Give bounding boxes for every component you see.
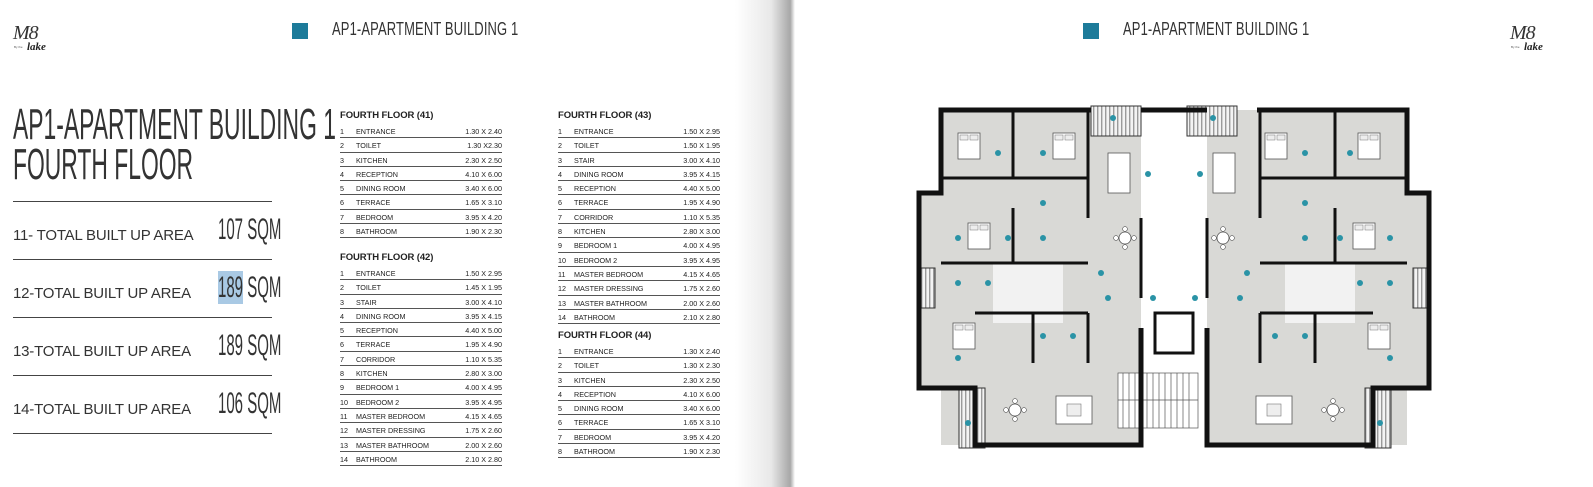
spec-row-number: 8 <box>340 227 344 237</box>
area-label: 11- TOTAL BUILT UP AREA <box>13 227 194 244</box>
spec-row-number: 5 <box>340 184 344 194</box>
spec-row-number: 10 <box>558 255 566 265</box>
spec-row-dimensions: 3.00 X 4.10 <box>465 297 502 307</box>
spec-row-room: MASTER DRESSING <box>574 284 644 294</box>
spec-row <box>340 167 502 181</box>
spec-row <box>340 337 502 351</box>
spec-table-title: FOURTH FLOOR (44) <box>558 330 652 341</box>
spec-row-number: 5 <box>340 326 344 336</box>
spec-row-dimensions: 3.40 X 6.00 <box>683 404 720 414</box>
spec-row-dimensions: 2.10 X 2.80 <box>683 312 720 322</box>
spec-row-dimensions: 2.80 X 3.00 <box>465 369 502 379</box>
spec-row <box>558 124 720 138</box>
spec-row-number: 4 <box>558 389 562 399</box>
area-value-text: 106 SQM <box>218 387 282 420</box>
spec-row-room: TOILET <box>356 141 382 151</box>
spec-row-number: 9 <box>558 241 562 251</box>
spec-row-number: 4 <box>558 169 562 179</box>
spec-row-dimensions: 4.40 X 5.00 <box>465 326 502 336</box>
spec-row-room: MASTER DRESSING <box>356 426 426 436</box>
left-page <box>0 0 780 487</box>
spec-row-number: 5 <box>558 404 562 414</box>
spec-row <box>558 224 720 238</box>
spec-row-number: 7 <box>340 354 344 364</box>
spec-row-number: 2 <box>558 361 562 371</box>
spec-row <box>558 387 720 401</box>
spec-row-dimensions: 4.10 X 6.00 <box>465 169 502 179</box>
spec-row-dimensions: 1.95 X 4.90 <box>465 340 502 350</box>
spec-row-room: STAIR <box>574 155 595 165</box>
logo-small-text: By the <box>1511 45 1520 49</box>
floor-plan-image <box>913 98 1435 461</box>
spec-row-room: CORRIDOR <box>574 212 614 222</box>
spec-row-dimensions: 1.95 X 4.90 <box>683 198 720 208</box>
spec-row-dimensions: 3.95 X 4.20 <box>465 212 502 222</box>
spec-row-room: MASTER BATHROOM <box>356 440 429 450</box>
area-value <box>218 387 281 421</box>
spec-row <box>558 253 720 267</box>
spec-row-number: 12 <box>340 426 348 436</box>
spec-row-number: 10 <box>340 397 348 407</box>
brand-logo <box>13 22 53 52</box>
spec-row-number: 5 <box>558 184 562 194</box>
spec-row-room: BEDROOM 2 <box>356 397 400 407</box>
page-title-line-1: AP1-APARTMENT BUILDING 1 <box>13 100 336 149</box>
spec-row-dimensions: 3.40 X 6.00 <box>465 184 502 194</box>
spec-row <box>558 267 720 281</box>
spec-row-dimensions: 1.50 X 2.95 <box>683 127 720 136</box>
spec-row-dimensions: 3.95 X 4.15 <box>465 311 502 321</box>
spec-row-room: BATHROOM <box>574 312 615 322</box>
area-value-text: 189 SQM <box>218 329 282 362</box>
spec-table-43 <box>558 110 720 324</box>
spec-row-dimensions: 1.50 X 1.95 <box>683 141 720 151</box>
spec-row-room: MASTER BEDROOM <box>356 411 426 421</box>
spec-row-number: 3 <box>558 155 562 165</box>
spec-row <box>340 452 502 466</box>
spec-row-dimensions: 4.00 X 4.95 <box>683 241 720 251</box>
spec-row-room: MASTER BEDROOM <box>574 269 644 279</box>
area-row <box>13 376 282 434</box>
spec-row <box>340 309 502 323</box>
area-label: 14-TOTAL BUILT UP AREA <box>13 401 191 418</box>
spec-row <box>340 323 502 337</box>
spec-row <box>558 210 720 224</box>
spec-row-room: KITCHEN <box>356 369 388 379</box>
spec-row-room: KITCHEN <box>574 227 606 237</box>
spec-row-dimensions: 4.40 X 5.00 <box>683 184 720 194</box>
spec-row-room: BEDROOM <box>574 432 612 442</box>
spec-row <box>340 280 502 294</box>
spec-row <box>340 409 502 423</box>
spec-row <box>340 423 502 437</box>
spec-row-room: TERRACE <box>356 198 391 208</box>
spec-row <box>340 224 502 238</box>
spec-row-dimensions: 1.30 X 2.30 <box>683 361 720 371</box>
logo-word: lake <box>1524 41 1543 53</box>
spec-row-number: 7 <box>558 212 562 222</box>
spec-row-number: 6 <box>340 340 344 350</box>
area-value-text: SQM <box>243 271 282 304</box>
spec-row <box>340 395 502 409</box>
spec-row-number: 2 <box>340 283 344 293</box>
spec-row-number: 2 <box>340 141 344 151</box>
spec-row-room: RECEPTION <box>356 169 398 179</box>
spec-row-number: 6 <box>558 418 562 428</box>
spec-row-dimensions: 3.95 X 4.95 <box>465 397 502 407</box>
spec-row-room: DINING ROOM <box>356 184 406 194</box>
spec-row <box>340 195 502 209</box>
spec-row-number: 13 <box>558 298 566 308</box>
spec-row-number: 6 <box>340 198 344 208</box>
spec-row-number: 4 <box>340 311 344 321</box>
spec-row <box>340 210 502 224</box>
spec-row-room: TOILET <box>574 361 600 371</box>
spec-row-room: ENTRANCE <box>356 127 396 136</box>
spec-row <box>558 444 720 458</box>
spec-row-dimensions: 2.30 X 2.50 <box>465 155 502 165</box>
spec-row-number: 11 <box>340 411 348 421</box>
header-square-icon <box>1083 23 1099 39</box>
spec-row-room: DINING ROOM <box>574 169 624 179</box>
spec-row-dimensions: 1.65 X 3.10 <box>465 198 502 208</box>
page-title-line-2: FOURTH FLOOR <box>13 140 194 189</box>
spec-table-41 <box>340 110 502 238</box>
spec-table-title: FOURTH FLOOR (42) <box>340 252 434 263</box>
spec-row-dimensions: 1.30 X 2.40 <box>465 127 502 136</box>
spec-row-dimensions: 1.90 X 2.30 <box>465 227 502 237</box>
spec-row-dimensions: 3.95 X 4.95 <box>683 255 720 265</box>
spec-row-number: 8 <box>340 369 344 379</box>
spec-row-dimensions: 4.15 X 4.65 <box>683 269 720 279</box>
spec-row-room: ENTRANCE <box>574 127 614 136</box>
spec-row-dimensions: 1.75 X 2.60 <box>465 426 502 436</box>
spec-row-room: ENTRANCE <box>574 347 614 356</box>
spec-row-dimensions: 1.75 X 2.60 <box>683 284 720 294</box>
spec-row-dimensions: 3.95 X 4.15 <box>683 169 720 179</box>
spec-row-number: 13 <box>340 440 348 450</box>
spec-row <box>558 401 720 415</box>
spec-row-room: RECEPTION <box>574 184 616 194</box>
spec-row-number: 2 <box>558 141 562 151</box>
spec-row-room: MASTER BATHROOM <box>574 298 647 308</box>
area-row <box>13 318 282 376</box>
logo-mark: M8 <box>1510 22 1535 44</box>
spec-row-dimensions: 4.15 X 4.65 <box>465 411 502 421</box>
spec-row-dimensions: 1.50 X 2.95 <box>465 269 502 278</box>
spec-row-number: 3 <box>558 375 562 385</box>
spec-row-number: 14 <box>340 454 348 464</box>
area-value <box>218 271 281 305</box>
spec-row-room: ENTRANCE <box>356 269 396 278</box>
spec-row <box>340 153 502 167</box>
spec-table-title: FOURTH FLOOR (43) <box>558 110 652 121</box>
spec-row-number: 7 <box>340 212 344 222</box>
spec-row-number: 1 <box>558 127 562 136</box>
page-header-title: AP1-APARTMENT BUILDING 1 <box>332 19 519 39</box>
area-label: 12-TOTAL BUILT UP AREA <box>13 285 191 302</box>
area-value <box>218 213 281 247</box>
spec-row <box>340 266 502 280</box>
spec-row <box>340 181 502 195</box>
spec-row <box>558 138 720 152</box>
logo-word: lake <box>27 41 46 53</box>
area-label: 13-TOTAL BUILT UP AREA <box>13 343 191 360</box>
spec-row-dimensions: 2.80 X 3.00 <box>683 227 720 237</box>
spec-row-room: KITCHEN <box>356 155 388 165</box>
spec-row-room: CORRIDOR <box>356 354 396 364</box>
spec-row-room: STAIR <box>356 297 377 307</box>
area-value-text: 107 SQM <box>218 213 282 246</box>
brand-logo <box>1510 22 1550 52</box>
spec-row-dimensions: 4.10 X 6.00 <box>683 389 720 399</box>
spec-row <box>558 195 720 209</box>
spec-row <box>340 124 502 138</box>
area-value <box>218 329 281 363</box>
spec-row-number: 1 <box>340 269 344 278</box>
spec-row-dimensions: 2.00 X 2.60 <box>465 440 502 450</box>
spec-row-dimensions: 1.65 X 3.10 <box>683 418 720 428</box>
spec-row-room: DINING ROOM <box>356 311 406 321</box>
header-square-icon <box>292 23 308 39</box>
spec-row-number: 1 <box>340 127 344 136</box>
spec-row-dimensions: 1.10 X 5.35 <box>465 354 502 364</box>
spec-row <box>558 296 720 310</box>
spec-row <box>558 167 720 181</box>
spec-row-room: DINING ROOM <box>574 404 624 414</box>
spec-row-room: RECEPTION <box>574 389 616 399</box>
spec-row-dimensions: 2.00 X 2.60 <box>683 298 720 308</box>
spec-row-number: 14 <box>558 312 566 322</box>
spec-row <box>558 181 720 195</box>
spec-row-room: TERRACE <box>574 198 609 208</box>
spec-row <box>340 295 502 309</box>
spec-row-number: 3 <box>340 297 344 307</box>
spec-row-dimensions: 1.30 X 2.40 <box>683 347 720 356</box>
area-row <box>13 201 282 260</box>
page-title <box>13 100 336 189</box>
spec-row-room: RECEPTION <box>356 326 398 336</box>
spec-row-room: KITCHEN <box>574 375 606 385</box>
area-value-highlight: 189 <box>218 271 244 304</box>
spec-table-title: FOURTH FLOOR (41) <box>340 110 434 121</box>
spec-row-room: TERRACE <box>356 340 391 350</box>
spec-row-number: 11 <box>558 269 566 279</box>
spec-row <box>558 281 720 295</box>
spec-row <box>558 358 720 372</box>
spec-row <box>558 238 720 252</box>
spec-row-dimensions: 1.90 X 2.30 <box>683 447 720 457</box>
spec-row-room: BATHROOM <box>356 227 397 237</box>
spec-row-room: BATHROOM <box>574 447 615 457</box>
built-up-area-table <box>13 201 282 434</box>
spec-row-room: BATHROOM <box>356 454 397 464</box>
spec-row-number: 8 <box>558 447 562 457</box>
spec-row <box>558 430 720 444</box>
spec-row-dimensions: 1.10 X 5.35 <box>683 212 720 222</box>
spec-row <box>340 352 502 366</box>
spec-row-room: BEDROOM 1 <box>356 383 400 393</box>
spec-row-dimensions: 2.10 X 2.80 <box>465 454 502 464</box>
spec-row <box>558 153 720 167</box>
spec-row-room: TOILET <box>356 283 382 293</box>
spec-table-44 <box>558 330 720 458</box>
spec-row-number: 12 <box>558 284 566 294</box>
spec-row <box>340 138 502 152</box>
spec-row-room: BEDROOM 2 <box>574 255 618 265</box>
spec-row <box>558 415 720 429</box>
spec-row-number: 4 <box>340 169 344 179</box>
spec-row <box>340 366 502 380</box>
spec-row-dimensions: 4.00 X 4.95 <box>465 383 502 393</box>
page-header-title: AP1-APARTMENT BUILDING 1 <box>1123 19 1310 39</box>
logo-mark: M8 <box>13 22 38 44</box>
spec-row-dimensions: 3.00 X 4.10 <box>683 155 720 165</box>
spec-row-room: TOILET <box>574 141 600 151</box>
spec-row-dimensions: 3.95 X 4.20 <box>683 432 720 442</box>
spec-table-42 <box>340 252 502 466</box>
spec-row-number: 7 <box>558 432 562 442</box>
spec-row-room: TERRACE <box>574 418 609 428</box>
spec-row-dimensions: 1.45 X 1.95 <box>465 283 502 293</box>
spec-row <box>558 344 720 358</box>
area-row <box>13 260 282 318</box>
spec-row <box>558 373 720 387</box>
spec-row-number: 6 <box>558 198 562 208</box>
spec-row-dimensions: 2.30 X 2.50 <box>683 375 720 385</box>
spec-row-room: BEDROOM 1 <box>574 241 618 251</box>
spec-row-number: 3 <box>340 155 344 165</box>
spec-row-room: BEDROOM <box>356 212 394 222</box>
spec-row-number: 8 <box>558 227 562 237</box>
spec-row <box>340 380 502 394</box>
spec-row-dimensions: 1.30 X2.30 <box>467 141 502 151</box>
spec-row-number: 1 <box>558 347 562 356</box>
spec-row <box>558 310 720 324</box>
logo-small-text: By the <box>14 45 23 49</box>
spec-row <box>340 438 502 452</box>
spec-row-number: 9 <box>340 383 344 393</box>
